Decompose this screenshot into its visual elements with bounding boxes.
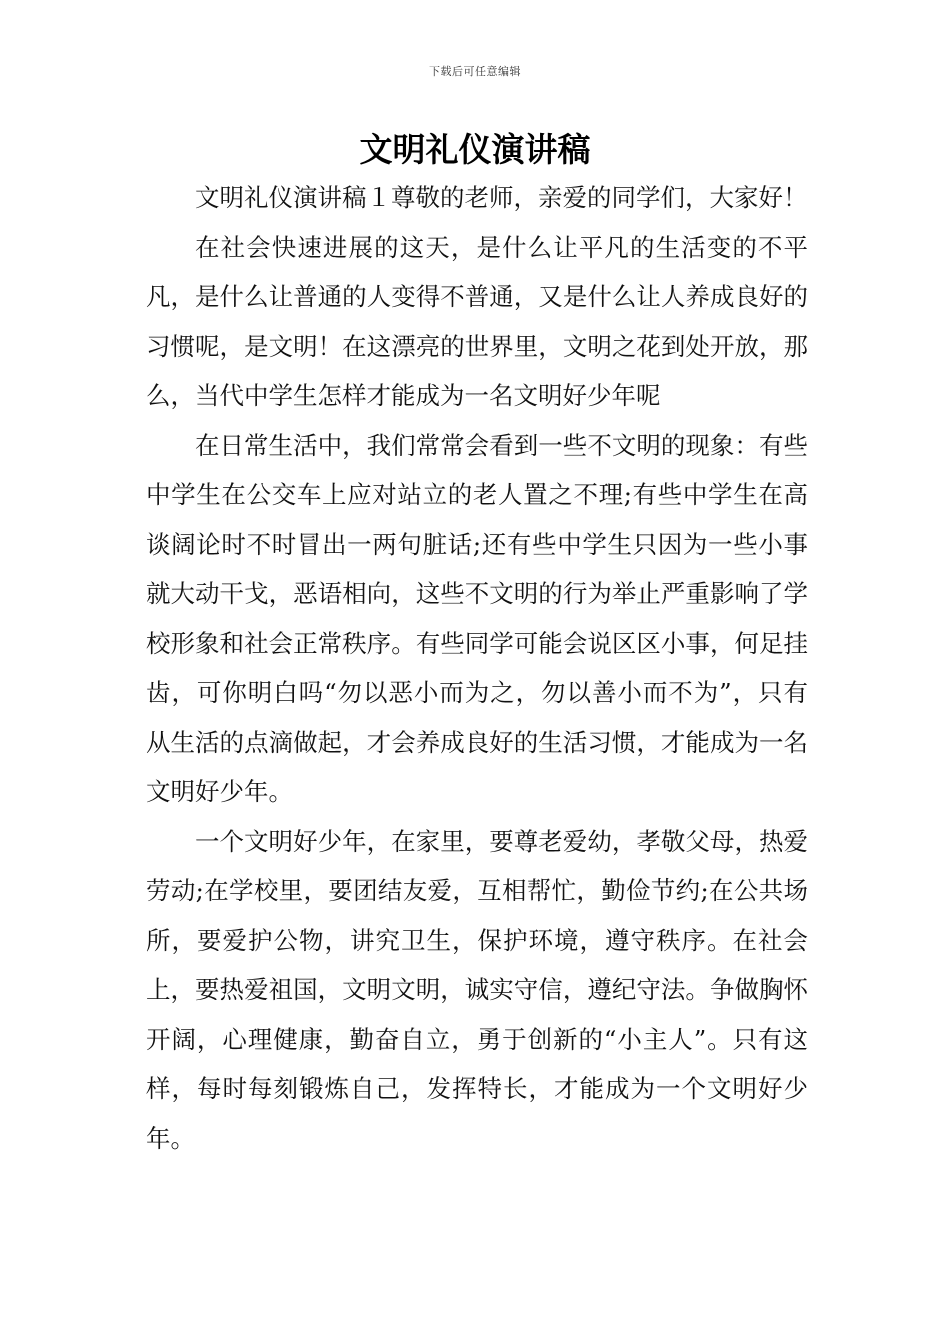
document-body — [146, 173, 808, 1163]
paragraph-greeting: 文明礼仪演讲稿１尊敬的老师，亲爱的同学们，大家好！ — [195, 183, 808, 212]
page-header-note: 下载后可任意编辑 — [429, 65, 521, 78]
paragraph-intro: 在社会快速进展的这天，是什么让平凡的生活变的不平凡，是什么让普通的人变得不普通，又是什么让人养成良好的习惯呢，是文明！在这漂亮的世界里，文明之花到处开放，那么，当代中学生怎样才能成为一名文明好少年呢 — [146, 232, 808, 410]
paragraph-good-youth: 一个文明好少年，在家里，要尊老爱幼，孝敬父母，热爱劳动;在学校里，要团结友爱，互相帮忙，勤俭节约;在公共场所，要爱护公物，讲究卫生，保护环境，遵守秩序。在社会上，要热爱祖国，文明文明，诚实守信，遵纪守法。争做胸怀开阔，心理健康，勤奋自立，勇于创新的“小主人”。只有这样，每时每刻锻炼自己，发挥特长，才能成为一个文明好少年。 — [146, 826, 808, 1153]
paragraph-uncivil-behaviors: 在日常生活中，我们常常会看到一些不文明的现象：有些中学生在公交车上应对站立的老人置之不理;有些中学生在高谈阔论时不时冒出一两句脏话;还有些中学生只因为一些小事就大动干戈，恶语相向，这些不文明的行为举止严重影响了学校形象和社会正常秩序。有些同学可能会说区区小事，何足挂齿，可你明白吗“勿以恶小而为之，勿以善小而不为”，只有从生活的点滴做起，才会养成良好的生活习惯，才能成为一名文明好少年。 — [146, 430, 808, 806]
document-title: 文明礼仪演讲稿 — [359, 130, 591, 169]
